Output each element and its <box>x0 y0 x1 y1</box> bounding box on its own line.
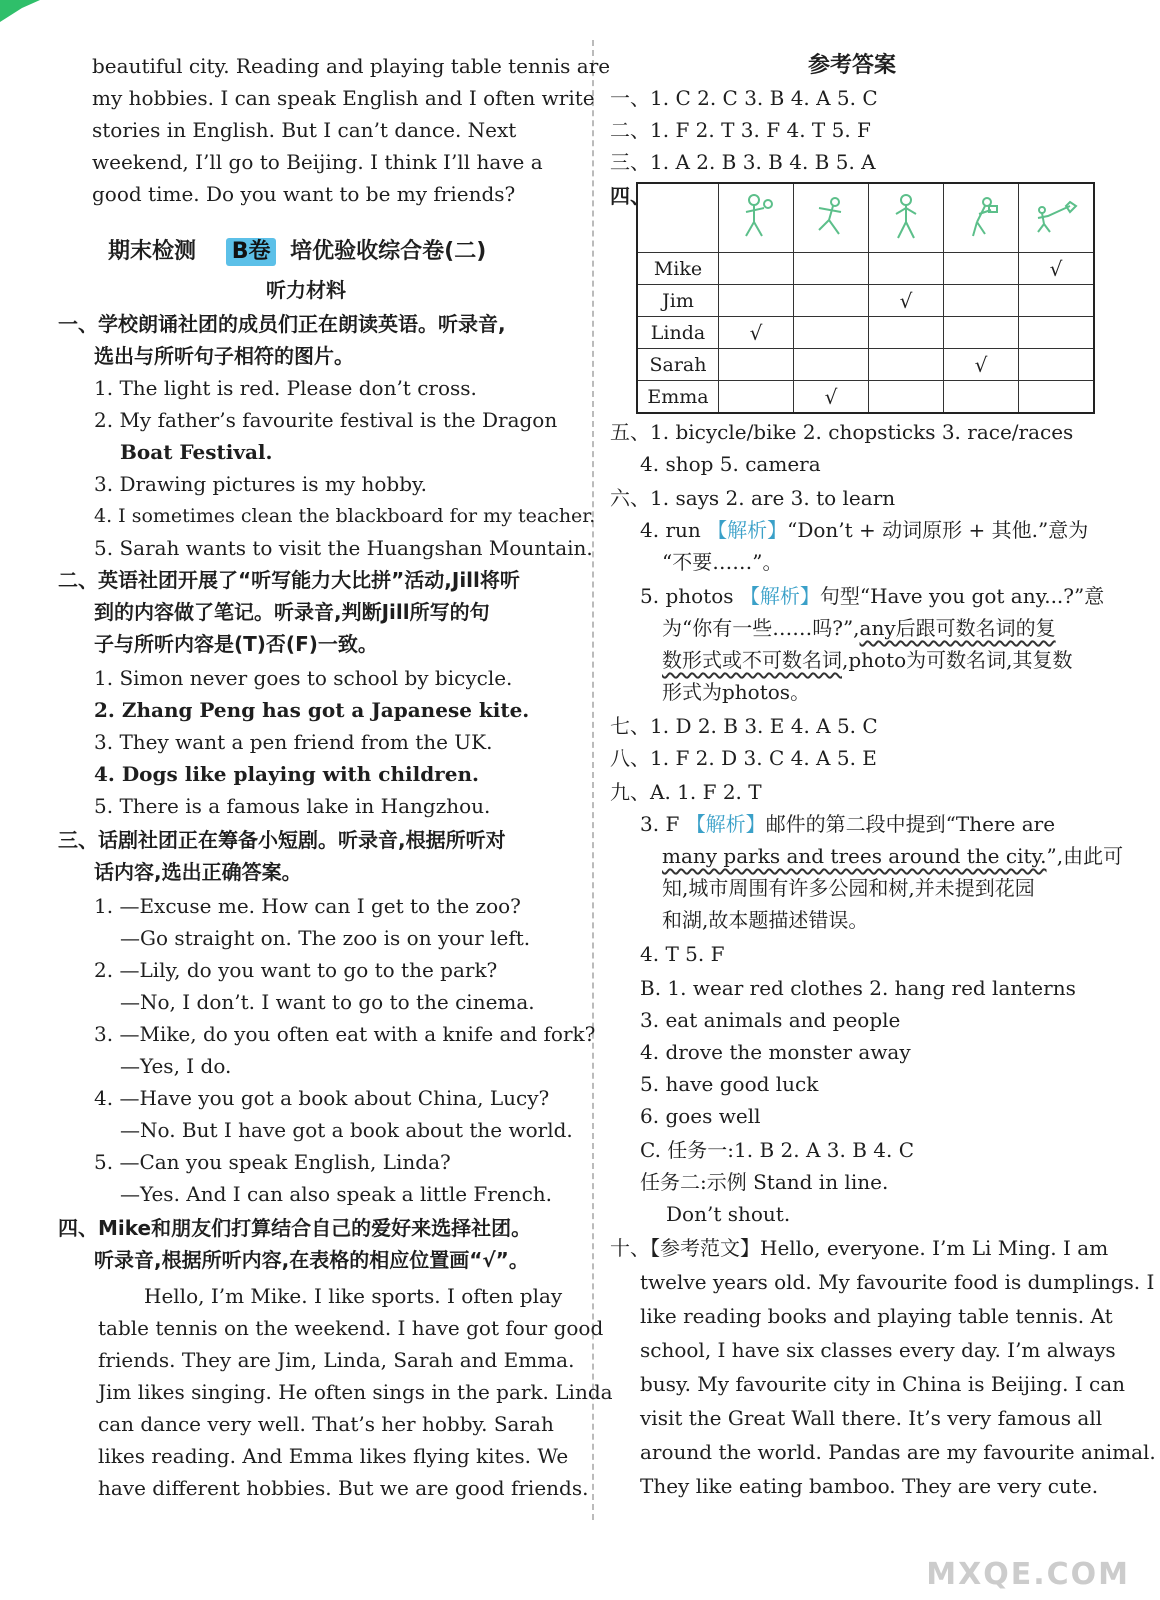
analysis-tag: 【解析】 <box>685 812 766 836</box>
section-heading: 二、英语社团开展了“听写能力大比拼”活动,Jill将听 <box>58 568 520 592</box>
answer-line: 和湖,故本题描述错误。 <box>662 908 869 932</box>
answer-line: 二、1. F 2. T 3. F 4. T 5. F <box>610 118 871 142</box>
dialog-line: 4. —Have you got a book about China, Lucy? <box>94 1086 550 1110</box>
row-name: Mike <box>637 253 719 285</box>
passage-line: can dance very well. That’s her hobby. Sarah <box>98 1412 554 1436</box>
row-name: Linda <box>637 317 719 349</box>
list-item: 5. There is a famous lake in Hangzhou. <box>94 794 491 818</box>
section-heading: 一、学校朗诵社团的成员们正在朗读英语。听录音, <box>58 312 506 336</box>
exam-title: 期末检测 B卷 培优验收综合卷(二) <box>108 239 487 264</box>
section-heading: 子与所听内容是(T)否(F)一致。 <box>94 632 378 656</box>
list-item: 2. Zhang Peng has got a Japanese kite. <box>94 698 530 722</box>
answer-line: 4. run 【解析】“Don’t + 动词原形 + 其他.”意为 <box>640 518 1089 542</box>
answer-line: Don’t shout. <box>666 1202 791 1226</box>
grid-cell <box>1019 381 1095 414</box>
table-row <box>637 349 1094 381</box>
essay-line: around the world. Pandas are my favourite animal. <box>640 1440 1156 1464</box>
passage-line: stories in English. But I can’t dance. Next <box>92 118 517 142</box>
grid-cell <box>1019 317 1095 349</box>
essay-line: busy. My favourite city in China is Beijing. I can <box>640 1372 1126 1396</box>
answer-title: 参考答案 <box>808 53 897 78</box>
check-mark: √ <box>749 320 763 345</box>
column-divider <box>592 40 594 1520</box>
dialog-line: 1. —Excuse me. How can I get to the zoo? <box>94 894 521 918</box>
section-heading: 到的内容做了笔记。听录音,判断Jill所写的句 <box>94 600 490 624</box>
grid-cell <box>944 349 1019 381</box>
answer-line: 六、1. says 2. are 3. to learn <box>610 486 896 510</box>
answer-line: 知,城市周围有许多公园和树,并未提到花园 <box>662 876 1035 900</box>
essay-line: visit the Great Wall there. It’s very famous all <box>640 1406 1103 1430</box>
grid-cell <box>944 317 1019 349</box>
icon-row <box>637 183 1094 253</box>
dialog-line: 3. —Mike, do you often eat with a knife and fork? <box>94 1022 596 1046</box>
passage-line: Hello, I’m Mike. I like sports. I often play <box>144 1284 563 1308</box>
list-item: 1. Simon never goes to school by bicycle. <box>94 666 513 690</box>
row-name: Sarah <box>637 349 719 381</box>
list-item: Boat Festival. <box>120 440 273 464</box>
analysis-tag: 【解析】 <box>707 518 788 542</box>
answer-line: 为“你有一些……吗?”,any后跟可数名词的复 <box>662 616 1056 640</box>
icon-cell <box>944 183 1019 253</box>
table-row <box>637 285 1094 317</box>
list-item: 3. They want a pen friend from the UK. <box>94 730 493 754</box>
passage-line: beautiful city. Reading and playing table tennis are <box>92 54 611 78</box>
passage-line: likes reading. And Emma likes flying kites. We <box>98 1444 569 1468</box>
grid-cell <box>719 253 794 285</box>
grid-cell <box>719 285 794 317</box>
answer-line: 数形式或不可数名词,photo为可数名词,其复数 <box>662 648 1073 672</box>
dialog-line: —Go straight on. The zoo is on your left. <box>120 926 531 950</box>
dialog-line: —No, I don’t. I want to go to the cinema. <box>120 990 535 1014</box>
exam-badge: B卷 <box>226 238 277 266</box>
answer-line: 5. have good luck <box>640 1072 819 1096</box>
grid-cell <box>944 253 1019 285</box>
row-name: Emma <box>637 381 719 414</box>
answer-label: 四、 <box>610 184 650 208</box>
answer-line: B. 1. wear red clothes 2. hang red lanterns <box>640 976 1076 1000</box>
essay-line: twelve years old. My favourite food is dumplings. I <box>640 1270 1155 1294</box>
grid-cell <box>869 285 944 317</box>
answer-line: 3. F 【解析】邮件的第二段中提到“There are <box>640 812 1056 836</box>
section-heading: 听录音,根据所听内容,在表格的相应位置画“√”。 <box>94 1248 529 1272</box>
answer-line: 一、1. C 2. C 3. B 4. A 5. C <box>610 86 878 110</box>
answer-line: 4. T 5. F <box>640 942 725 966</box>
grid-cell <box>869 381 944 414</box>
grid-cell <box>944 285 1019 317</box>
table-tennis-icon <box>736 192 776 240</box>
list-item: 2. My father’s favourite festival is the Dragon <box>94 408 558 432</box>
grid-cell <box>794 349 869 381</box>
dancing-icon <box>811 192 851 240</box>
section-heading: 选出与所听句子相符的图片。 <box>94 344 354 368</box>
section-heading: 三、话剧社团正在筹备小短剧。听录音,根据所听对 <box>58 828 506 852</box>
icon-cell <box>794 183 869 253</box>
passage-line: table tennis on the weekend. I have got four good <box>98 1316 604 1340</box>
answer-line: 形式为photos。 <box>662 680 811 704</box>
answer-line: 五、1. bicycle/bike 2. chopsticks 3. race/races <box>610 420 1074 444</box>
grid-cell <box>794 253 869 285</box>
answer-line: C. 任务一:1. B 2. A 3. B 4. C <box>640 1138 915 1162</box>
check-mark: √ <box>824 384 838 409</box>
grid-cell <box>719 317 794 349</box>
passage-line: have different hobbies. But we are good friends. <box>98 1476 589 1500</box>
table-row <box>637 317 1094 349</box>
row-name: Jim <box>637 285 719 317</box>
table-row <box>637 253 1094 285</box>
answer-line: 3. eat animals and people <box>640 1008 901 1032</box>
table-row <box>637 381 1094 414</box>
section-heading: 四、Mike和朋友们打算结合自己的爱好来选择社团。 <box>58 1216 532 1240</box>
dialog-line: —Yes. And I can also speak a little French. <box>120 1182 553 1206</box>
grid-cell <box>944 381 1019 414</box>
reading-icon <box>961 192 1001 240</box>
answer-line: 十、【参考范文】Hello, everyone. I’m Li Ming. I am <box>610 1236 1109 1260</box>
essay-line: like reading books and playing table tennis. At <box>640 1304 1113 1328</box>
grid-cell <box>794 381 869 414</box>
list-item: 4. I sometimes clean the blackboard for my teacher. <box>94 505 596 527</box>
answer-line: 八、1. F 2. D 3. C 4. A 5. E <box>610 746 877 770</box>
grid-cell <box>719 349 794 381</box>
answer-line: 三、1. A 2. B 3. B 4. B 5. A <box>610 150 876 174</box>
watermark: MXQE.COM <box>926 1557 1130 1592</box>
answer-line: 4. shop 5. camera <box>640 452 821 476</box>
hobby-table <box>636 182 1095 414</box>
corner-cell <box>637 183 719 253</box>
grid-cell <box>869 317 944 349</box>
check-mark: √ <box>899 288 913 313</box>
check-mark: √ <box>1049 256 1063 281</box>
grid-cell <box>1019 349 1095 381</box>
passage-line: friends. They are Jim, Linda, Sarah and Emma. <box>98 1348 575 1372</box>
check-mark: √ <box>974 352 988 377</box>
passage-line: weekend, I’ll go to Beijing. I think I’ll have a <box>92 150 543 174</box>
grid-cell <box>869 349 944 381</box>
essay-line: They like eating bamboo. They are very cute. <box>640 1474 1099 1498</box>
passage-line: my hobbies. I can speak English and I often write <box>92 86 595 110</box>
dialog-line: —No. But I have got a book about the world. <box>120 1118 573 1142</box>
corner-decoration <box>0 0 40 22</box>
grid-cell <box>794 317 869 349</box>
section-heading: 话内容,选出正确答案。 <box>94 860 302 884</box>
flying-kite-icon <box>1032 196 1080 236</box>
singing-icon <box>886 192 926 240</box>
answer-line: 任务二:示例 Stand in line. <box>640 1170 889 1194</box>
section-subtitle: 听力材料 <box>266 278 346 302</box>
grid-cell <box>1019 253 1095 285</box>
passage-line: good time. Do you want to be my friends? <box>92 182 516 206</box>
answer-line: 九、A. 1. F 2. T <box>610 780 762 804</box>
essay-line: school, I have six classes every day. I’m always <box>640 1338 1116 1362</box>
list-item: 3. Drawing pictures is my hobby. <box>94 472 428 496</box>
passage-line: Jim likes singing. He often sings in the park. Linda <box>98 1380 613 1404</box>
grid-cell <box>719 381 794 414</box>
answer-line: 4. drove the monster away <box>640 1040 911 1064</box>
analysis-tag: 【解析】 <box>739 584 820 608</box>
highlight-text: 数形式或不可数名词 <box>662 648 842 672</box>
grid-cell <box>794 285 869 317</box>
answer-line: 5. photos 【解析】句型“Have you got any...?”意 <box>640 584 1105 608</box>
icon-cell <box>869 183 944 253</box>
list-item: 4. Dogs like playing with children. <box>94 762 479 786</box>
dialog-line: 2. —Lily, do you want to go to the park? <box>94 958 498 982</box>
answer-line: “不要……”。 <box>662 550 783 574</box>
list-item: 1. The light is red. Please don’t cross. <box>94 376 477 400</box>
icon-cell <box>719 183 794 253</box>
highlight-text: many parks and trees around the city. <box>662 844 1047 868</box>
list-item: 5. Sarah wants to visit the Huangshan Mountain. <box>94 536 593 560</box>
grid-cell <box>1019 285 1095 317</box>
grid-cell <box>869 253 944 285</box>
answer-line: 七、1. D 2. B 3. E 4. A 5. C <box>610 714 878 738</box>
answer-line: many parks and trees around the city.”,由此可 <box>662 844 1124 868</box>
dialog-line: —Yes, I do. <box>120 1054 232 1078</box>
highlight-text: any后跟可数名词的复 <box>859 616 1056 640</box>
dialog-line: 5. —Can you speak English, Linda? <box>94 1150 451 1174</box>
icon-cell <box>1019 183 1095 253</box>
answer-line: 6. goes well <box>640 1104 761 1128</box>
